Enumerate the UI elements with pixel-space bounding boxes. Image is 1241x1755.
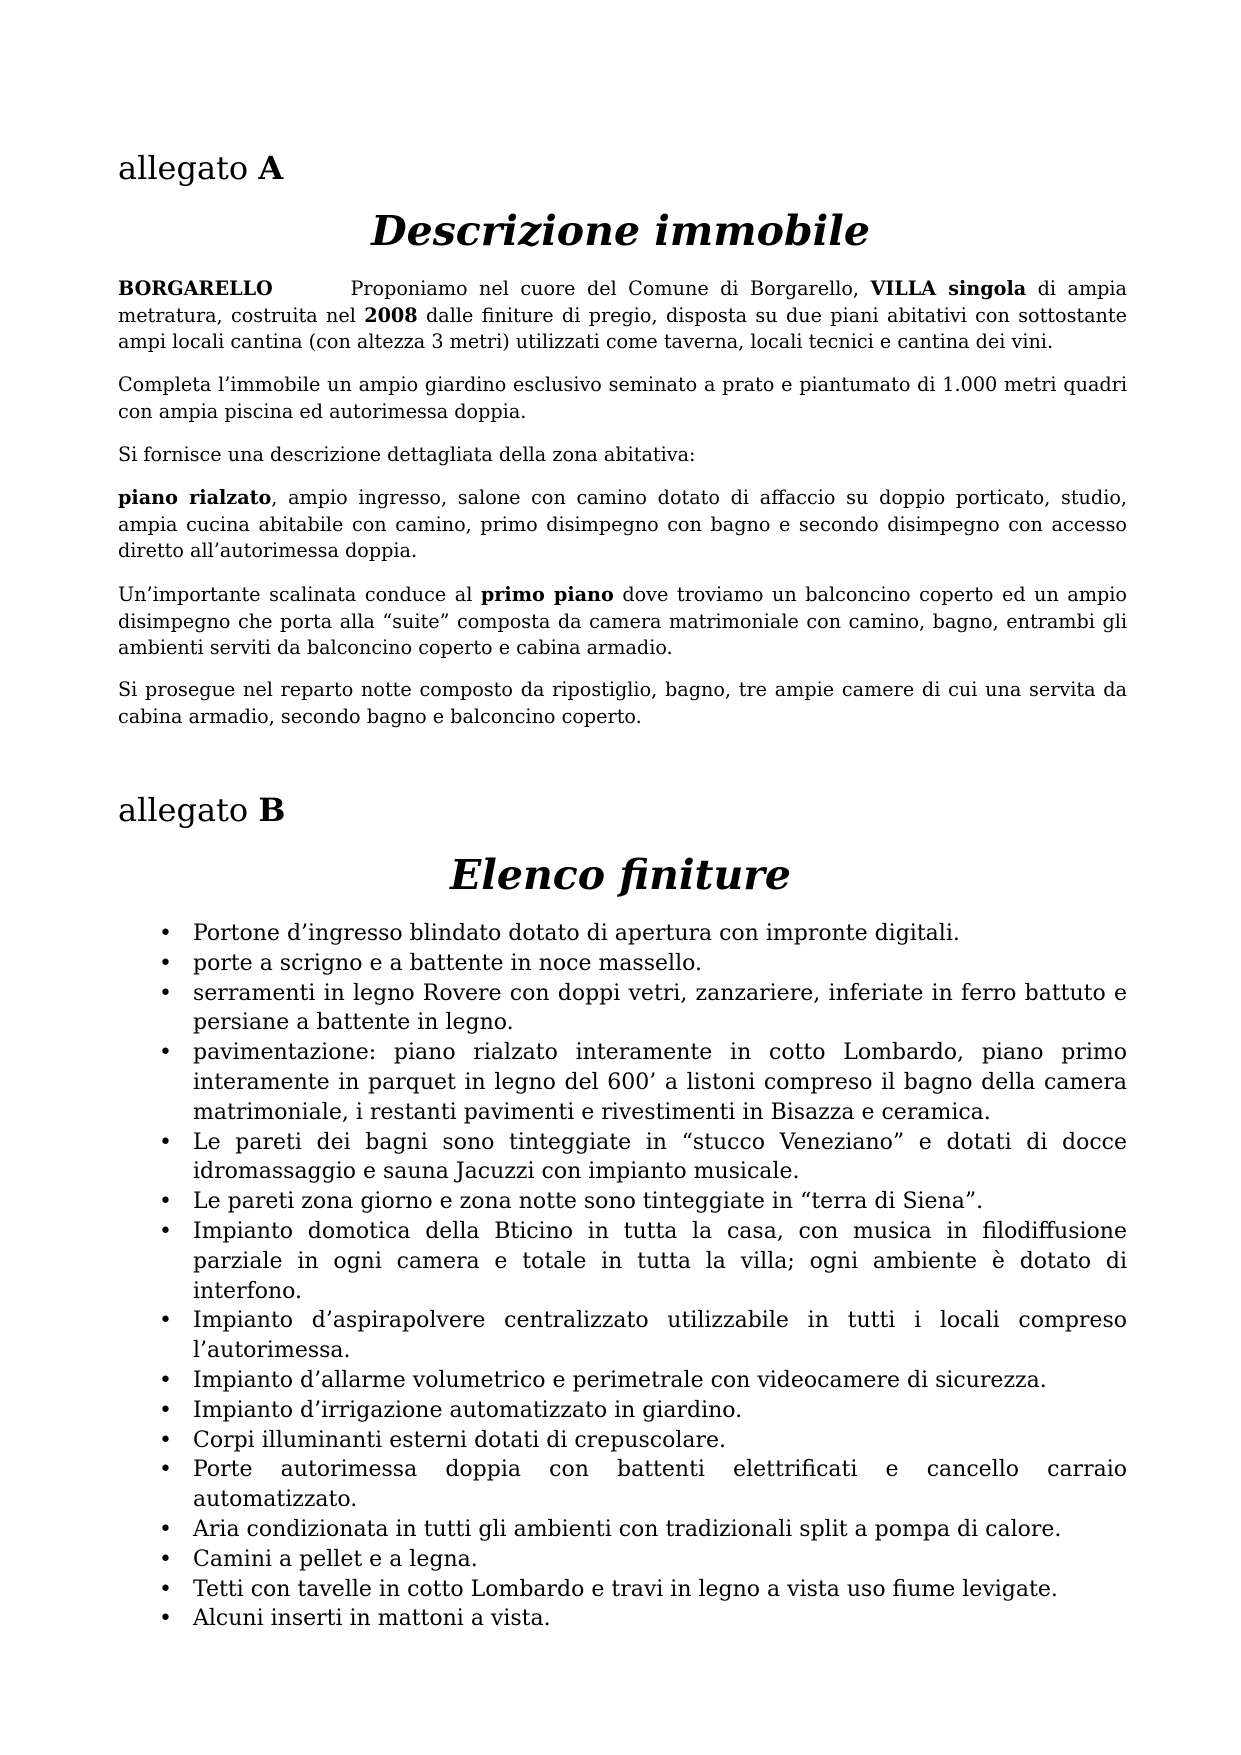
bullet-icon: • — [159, 1457, 172, 1483]
bold-text: primo piano — [480, 583, 614, 606]
allegato-a-heading — [118, 148, 283, 188]
finitura-list-item — [118, 979, 1127, 1039]
finitura-text: Porte autorimessa doppia con battenti elettrificati e cancello carraio automatizzato. — [193, 1457, 1127, 1513]
text-run: Un’importante scalinata conduce al — [118, 583, 481, 606]
descrizione-title: Descrizione immobile — [371, 207, 870, 255]
finitura-text: Camini a pellet e a legna. — [193, 1546, 478, 1572]
finitura-text: Tetti con tavelle in cotto Lombardo e travi in legno a vista uso fiume levigate. — [193, 1576, 1058, 1602]
bullet-icon: • — [159, 1576, 172, 1602]
finitura-list-item — [118, 1038, 1127, 1127]
paragraph-reparto-notte: Si prosegue nel reparto notte composto da ripostiglio, bagno, tre ampie camere di cui una servita da cabina armadio, secondo bagno e balconcino coperto. — [118, 678, 1127, 728]
allegato-b-letter: B — [258, 791, 286, 829]
finitura-list-item — [118, 1187, 1127, 1217]
bullet-icon: • — [159, 980, 172, 1006]
bullet-icon: • — [159, 1189, 172, 1215]
allegato-a-label: allegato — [118, 149, 249, 187]
finitura-list-item — [118, 1545, 1127, 1575]
finitura-text: Aria condizionata in tutti gli ambienti con tradizionali split a pompa di calore. — [193, 1516, 1062, 1542]
text-run: dove troviamo un balconcino coperto ed un ampio disimpegno che porta alla “suite” composta da camera matrimoniale con camino, bagno, entrambi gli ambienti serviti da balconcino coperto e cabina armadio. — [118, 583, 1127, 659]
finiture-list — [118, 919, 1127, 1634]
paragraph-primo-piano — [118, 582, 1127, 662]
paragraph-intro-lead: BORGARELLO — [118, 277, 273, 300]
bullet-icon: • — [159, 1040, 172, 1066]
bullet-icon: • — [159, 1308, 172, 1334]
allegato-b-label: allegato — [118, 791, 249, 829]
text-run: , ampio ingresso, salone con camino dotato di affaccio su doppio porticato, studio, ampia cucina abitabile con camino, primo disimpegno con bagno e secondo disimpegno con accesso diretto all’autorimessa doppia. — [118, 486, 1127, 562]
finitura-text: Impianto d’allarme volumetrico e perimetrale con videocamere di sicurezza. — [193, 1367, 1047, 1393]
finitura-list-item — [118, 1396, 1127, 1426]
paragraph-intro — [118, 276, 1127, 356]
bullet-icon: • — [159, 1367, 172, 1393]
finitura-list-item — [118, 1455, 1127, 1515]
finitura-text: Corpi illuminanti esterni dotati di crepuscolare. — [193, 1427, 727, 1453]
text-run: di ampia metratura, costruita nel — [118, 277, 1127, 327]
finitura-text: Impianto d’irrigazione automatizzato in giardino. — [193, 1397, 743, 1423]
finitura-list-item — [118, 1575, 1127, 1605]
bold-text: 2008 — [364, 303, 418, 327]
finitura-text: Alcuni inserti in mattoni a vista. — [193, 1606, 551, 1632]
finitura-list-item — [118, 949, 1127, 979]
finitura-text: porte a scrigno e a battente in noce massello. — [193, 950, 702, 976]
bullet-icon: • — [159, 1546, 172, 1572]
bullet-icon: • — [159, 921, 172, 946]
elenco-finiture-title: Elenco finiture — [450, 851, 791, 899]
finitura-text: Le pareti dei bagni sono tinteggiate in “stucco Veneziano” e dotati di docce idromassaggio e sauna Jacuzzi con impianto musicale. — [193, 1129, 1127, 1185]
finitura-text: pavimentazione: piano rialzato interamente in cotto Lombardo, piano primo interamente in parquet in legno del 600’ a listoni compreso il bagno della camera matrimoniale, i restanti pavimenti e rivestimenti in Bisazza e ceramica. — [193, 1040, 1127, 1125]
finitura-text: Le pareti zona giorno e zona notte sono tinteggiate in “terra di Siena”. — [193, 1189, 984, 1215]
text-run: Proponiamo nel cuore del Comune di Borgarello, — [339, 277, 871, 300]
finitura-list-item — [118, 1604, 1127, 1634]
text-run: dalle finiture di pregio, disposta su due piani abitativi con sottostante ampi locali cantina (con altezza 3 metri) utilizzati come taverna, locali tecnici e cantina dei vini. — [118, 303, 1127, 353]
paragraph-piano-rialzato — [118, 485, 1127, 565]
finitura-list-item — [118, 1515, 1127, 1545]
finitura-text: Impianto d’aspirapolvere centralizzato utilizzabile in tutti i locali compreso l’autorimessa. — [193, 1308, 1127, 1364]
finitura-list-item — [118, 1366, 1127, 1396]
bullet-icon: • — [159, 1516, 172, 1542]
allegato-b-heading — [118, 790, 285, 830]
allegato-a-letter: A — [258, 149, 284, 187]
bullet-icon: • — [159, 1218, 172, 1244]
finitura-list-item — [118, 919, 1127, 949]
bullet-icon: • — [159, 950, 172, 976]
finitura-list-item — [118, 1217, 1127, 1306]
finitura-list-item — [118, 1128, 1127, 1188]
finitura-list-item — [118, 1426, 1127, 1456]
bullet-icon: • — [159, 1129, 172, 1155]
paragraph-zona-abitativa: Si fornisce una descrizione dettagliata della zona abitativa: — [118, 443, 696, 466]
finitura-text: Portone d’ingresso blindato dotato di apertura con impronte digitali. — [193, 921, 960, 946]
bold-text: VILLA singola — [870, 277, 1027, 300]
bullet-icon: • — [159, 1606, 172, 1632]
bullet-icon: • — [159, 1397, 172, 1423]
paragraph-giardino: Completa l’immobile un ampio giardino esclusivo seminato a prato e piantumato di 1.000 metri quadri con ampia piscina ed autorimessa doppia. — [118, 373, 1127, 423]
finitura-text: Impianto domotica della Bticino in tutta la casa, con musica in filodiffusione parziale in ogni camera e totale in tutta la villa; ogni ambiente è dotato di interfono. — [193, 1218, 1127, 1304]
bold-text: piano rialzato — [118, 486, 272, 509]
bullet-icon: • — [159, 1427, 172, 1453]
finitura-list-item — [118, 1306, 1127, 1366]
finitura-text: serramenti in legno Rovere con doppi vetri, zanzariere, inferiate in ferro battuto e persiane a battente in legno. — [193, 980, 1127, 1036]
